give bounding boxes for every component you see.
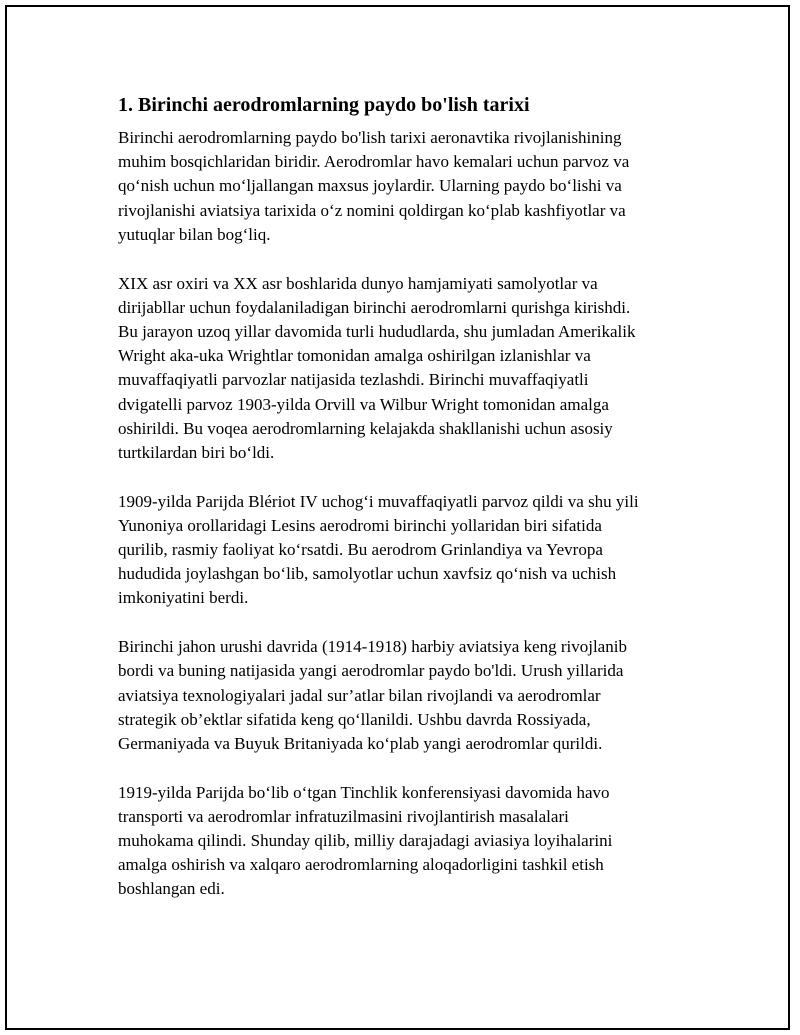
text-line: transporti va aerodromlar infratuzilmasini rivojlantirish masalalari [118, 806, 569, 826]
text-line: oshirildi. Bu voqea aerodromlarning kelajakda shakllanishi uchun asosiy [118, 418, 613, 438]
text-line: muvaffaqiyatli parvozlar natijasida tezlashdi. Birinchi muvaffaqiyatli [118, 370, 589, 390]
text-line: qo‘nish uchun mo‘ljallangan maxsus joylardir. Ularning paydo bo‘lishi va [118, 176, 622, 196]
text-line: bordi va buning natijasida yangi aerodromlar paydo bo'ldi. Urush yillarida [118, 661, 624, 681]
text-line: amalga oshirish va xalqaro aerodromlarning aloqadorligini tashkil etish [118, 855, 604, 875]
text-line: yutuqlar bilan bog‘liq. [118, 224, 271, 244]
text-line: rivojlanishi aviatsiya tarixida o‘z nomini qoldirgan ko‘plab kashfiyotlar va [118, 200, 626, 220]
text-line: Bu jarayon uzoq yillar davomida turli hududlarda, shu jumladan Amerikalik [118, 321, 636, 341]
text-line: strategik ob’ektlar sifatida keng qo‘llanildi. Ushbu davrda Rossiyada, [118, 709, 591, 729]
text-line: Yunoniya orollaridagi Lesins aerodromi birinchi yollaridan biri sifatida [118, 515, 602, 535]
text-line: dvigatelli parvoz 1903-yilda Orvill va Wilbur Wright tomonidan amalga [118, 394, 609, 414]
paragraph-3 [118, 490, 698, 611]
text-line: imkoniyatini berdi. [118, 588, 249, 608]
paragraph-4 [118, 635, 698, 756]
text-line: Wright aka-uka Wrightlar tomonidan amalga oshirilgan izlanishlar va [118, 346, 591, 366]
document-body [118, 92, 698, 926]
text-line: turtkilardan biri bo‘ldi. [118, 442, 275, 462]
text-line: hududida joylashgan bo‘lib, samolyotlar uchun xavfsiz qo‘nish va uchish [118, 564, 617, 584]
text-line: 1909-yilda Parijda Blériot IV uchog‘i muvaffaqiyatli parvoz qildi va shu yili [118, 491, 639, 511]
text-line: boshlangan edi. [118, 879, 225, 899]
text-line: aviatsiya texnologiyalari jadal sur’atlar bilan rivojlandi va aerodromlar [118, 685, 601, 705]
text-line: qurilib, rasmiy faoliyat ko‘rsatdi. Bu aerodrom Grinlandiya va Yevropa [118, 540, 603, 560]
text-line: Birinchi aerodromlarning paydo bo'lish tarixi aeronavtika rivojlanishining [118, 128, 622, 147]
paragraph-5 [118, 781, 698, 902]
section-heading: 1. Birinchi aerodromlarning paydo bo'lish tarixi [118, 94, 530, 116]
paragraph-2 [118, 272, 698, 466]
text-line: XIX asr oxiri va XX asr boshlarida dunyo hamjamiyati samolyotlar va [118, 273, 598, 293]
paragraph-1 [118, 126, 698, 247]
text-line: muhokama qilindi. Shunday qilib, milliy darajadagi aviasiya loyihalarini [118, 831, 613, 851]
text-line: 1919-yilda Parijda bo‘lib o‘tgan Tinchlik konferensiyasi davomida havo [118, 782, 610, 802]
text-line: Birinchi jahon urushi davrida (1914-1918) harbiy aviatsiya keng rivojlanib [118, 637, 627, 657]
text-line: muhim bosqichlaridan biridir. Aerodromlar havo kemalari uchun parvoz va [118, 152, 630, 172]
text-line: Germaniyada va Buyuk Britaniyada ko‘plab yangi aerodromlar qurildi. [118, 733, 603, 753]
text-line: dirijabllar uchun foydalaniladigan birinchi aerodromlarni qurishga kirishdi. [118, 297, 631, 317]
